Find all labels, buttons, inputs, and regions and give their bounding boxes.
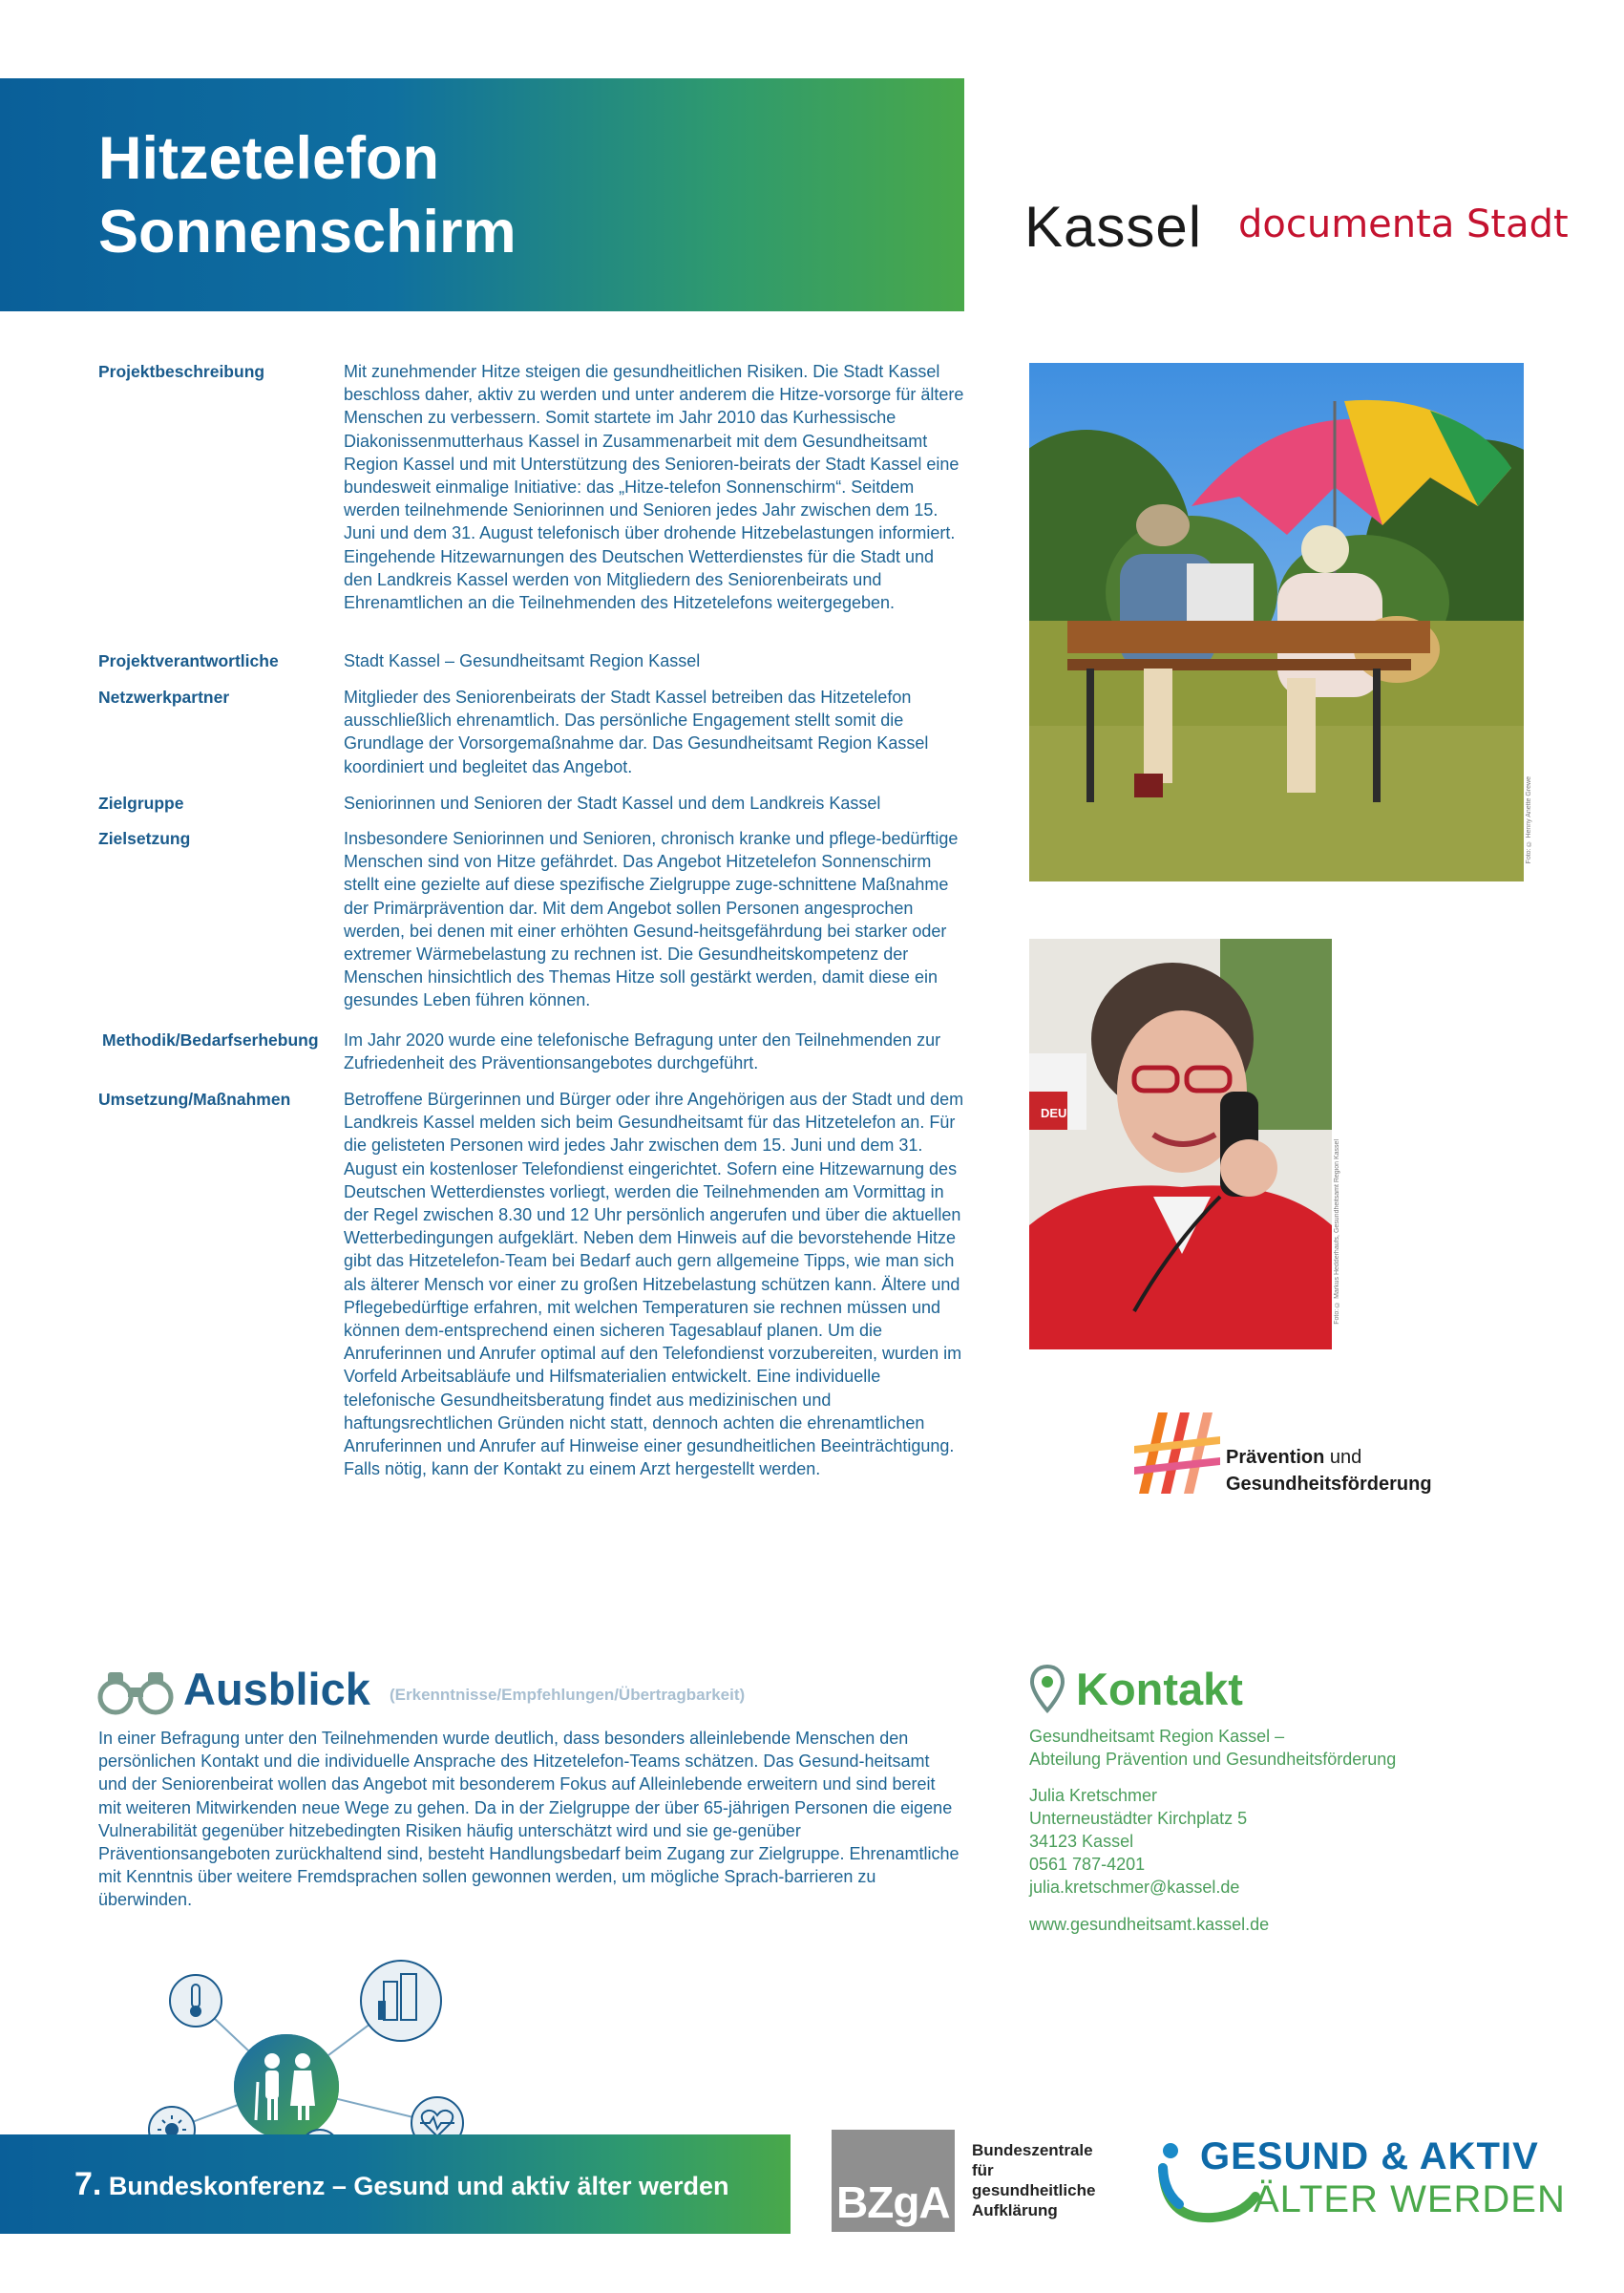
kassel-logo: Kassel [1024, 195, 1203, 259]
text-zielgruppe: Seniorinnen und Senioren der Stadt Kassel und dem Landkreis Kassel [344, 794, 881, 813]
row-zielgruppe [98, 792, 962, 817]
photo-credit-2: Foto: © Markus Hedderhaufs, Gesundheitsamt Region Kassel [1334, 1139, 1340, 1325]
label-projektverantwortliche: Projektverantwortliche [98, 651, 279, 670]
photo-woman-phone [1029, 939, 1332, 1349]
ausblick-text: In einer Befragung unter den Teilnehmenden wurde deutlich, dass besonders alleinlebende Menschen den persönlichen Kontakt und die individuelle Ansprache des Hitzetelefon-Teams schätzen. Das Gesund-heitsamt und der Seniorenbeirat wollen das Angebot mit besonderem Fokus auf Alleinlebende erweitern und sind bereit mit weiteren Mitwirkenden neue Wege zu gehen. Da in der Zielgruppe der über 65-jährigen Personen die eigene Vulnerabilität gegenüber hitzebedingten Risiken häufig unterschätzt wird und sie ge-genüber Präventionsangeboten zurückhaltend sind, besteht Handlungsbedarf beim Zugang zur Zielgruppe. Ehrenamtliche mit Kenntnis über weitere Fremdsprachen sollen gewonnen werden, um mögliche Sprach-barrieren zu überwinden. [98, 1729, 960, 1910]
label-zielgruppe: Zielgruppe [98, 794, 184, 813]
label-projektbeschreibung: Projektbeschreibung [98, 362, 265, 381]
kontakt-name: Julia Kretschmer [1029, 1786, 1158, 1805]
text-projektverantwortliche: Stadt Kassel – Gesundheitsamt Region Kassel [344, 651, 701, 670]
text-projektbeschreibung: Mit zunehmender Hitze steigen die gesundheitlichen Risiken. Die Stadt Kassel beschloss daher, aktiv zu werden und unter anderem die Hitze-vorsorge für ältere Menschen zu verbessern. Somit startete im Jahr 2010 das Kurhessische Diakonissenmutterhaus Kassel in Zusammenarbeit mit dem Gesundheitsamt Region Kassel und mit Unterstützung des Senioren-beirats der Stadt Kassel eine bundesweit einmalige Initiative: das „Hitze-telefon Sonnenschirm“. Seitdem werden teilnehmende Seniorinnen und Senioren jedes Jahr zwischen dem 15. Juni und dem 31. August telefonisch über drohende Hitzebelastungen informiert. Eingehende Hitzewarnungen des Deutschen Wetterdienstes für die Stadt und den Landkreis Kassel werden von Mitgliedern des Seniorenbeirats und Ehrenamtlichen an die Teilnehmenden des Hitzetelefons weitergegeben. [344, 362, 964, 613]
kontakt-web[interactable]: www.gesundheitsamt.kassel.de [1029, 1915, 1270, 1934]
text-umsetzung: Betroffene Bürgerinnen und Bürger oder ihre Angehörigen aus der Stadt und dem Landkreis Kassel melden sich beim Gesundheitsamt für das Hitzetelefon an. Für die gelisteten Personen wird jedes Jahr zwischen dem 15. Juni und dem 31. August ein kostenloser Telefondienst eingerichtet. Sofern eine Hitzewarnung des Deutschen Wetterdienstes vorliegt, werden die Teilnehmenden am Vormittag in der Regel zwischen 8.30 und 12 Uhr persönlich angerufen und über die aktuellen Wetterbedingungen aufgeklärt. Neben dem Hinweis auf die bevorstehende Hitze gibt das Hitzetelefon-Team bei Bedarf auch gern allgemeine Tipps, wie man sich als älterer Mensch vor einer zu großen Hitzebelastung schützen kann. Ältere und Pflegebedürftige erfahren, mit welchen Temperaturen sie rechnen müssen und können dem-entsprechend einen sicheren Tagesablauf planen. Um die Anruferinnen und Anrufer optimal auf den Telefondienst vorzubereiten, wurden im Vorfeld Arbeitsabläufe und Hilfsmaterialien entwickelt. Eine individuelle telefonische Gesundheitsberatung findet aus medizinischen und haftungsrechtlichen Gründen nicht statt, dennoch achten die ehrenamtlichen Anruferinnen und Anrufer auf Hinweise einer gesundheitlichen Beeinträchtigung. Falls nötig, kann der Kontakt zu einem Arzt hergestellt werden. [344, 1090, 964, 1479]
label-umsetzung: Umsetzung/Maßnahmen [98, 1090, 291, 1109]
gesund-aktiv-line2: ÄLTER WERDEN [1254, 2178, 1566, 2220]
kontakt-title: Kontakt [1076, 1664, 1243, 1714]
footer-conference: Bundeskonferenz – Gesund und aktiv älter werden [108, 2172, 729, 2200]
row-netzwerkpartner [98, 686, 962, 781]
footer-conference-title [74, 2166, 729, 2203]
page-title: Hitzetelefon Sonnenschirm [98, 125, 517, 265]
bzga-logo-letters: BZgA [836, 2177, 950, 2227]
location-pin-icon [1029, 1664, 1065, 1715]
label-zielsetzung: Zielsetzung [98, 829, 191, 848]
phone-sign-text: DEU [1041, 1106, 1067, 1120]
elderly-couple-icon [234, 2034, 339, 2139]
footer-number: 7. [74, 2166, 102, 2202]
kontakt-phone: 0561 787-4201 [1029, 1855, 1146, 1874]
photo-couple-bench-umbrella [1029, 363, 1524, 881]
bzga-name: Bundeszentrale für gesundheitliche Aufklärung [972, 2141, 1096, 2219]
kontakt-email[interactable]: julia.kretschmer@kassel.de [1029, 1878, 1240, 1897]
city-icon [361, 1961, 441, 2041]
kontakt-org1: Gesundheitsamt Region Kassel – [1029, 1727, 1285, 1746]
row-umsetzung [98, 1088, 962, 1508]
text-methodik: Im Jahr 2020 wurde eine telefonische Befragung unter den Teilnehmenden zur Zufriedenheit des Präventionsangebotes durchgeführt. [344, 1030, 941, 1073]
documenta-tagline: documenta Stadt [1238, 202, 1569, 246]
text-zielsetzung: Insbesondere Seniorinnen und Senioren, chronisch kranke und pflege-bedürftige Menschen sind von Hitze gefährdet. Das Angebot Hitzetelefon Sonnenschirm stellt eine gezielte auf diese spezifische Zielgruppe zuge-schnittene Maßnahme der Primärprävention dar. Mit dem Angebot sollen Personen angesprochen werden, bei denen mit einer erhöhten Gesund-heitsgefährdung bei starker oder extremer Wärmebelastung zu rechnen ist. Die Gesundheitskompetenz der Menschen hinsichtlich des Themas Hitze soll gestärkt werden, damit diese ein gesundes Leben führen können. [344, 829, 959, 1010]
ausblick-subtitle: (Erkenntnisse/Empfehlungen/Übertragbarkeit) [390, 1686, 746, 1704]
photo-credit-1: Foto: © Henny Anette Grewe [1526, 776, 1532, 864]
row-methodik [98, 1029, 962, 1076]
kontakt-org2: Abteilung Prävention und Gesundheitsförderung [1029, 1750, 1397, 1769]
gesund-aktiv-line1: GESUND & AKTIV [1200, 2135, 1539, 2177]
label-netzwerkpartner: Netzwerkpartner [98, 688, 230, 707]
row-projektbeschreibung [98, 360, 962, 637]
kontakt-street: Unterneustädter Kirchplatz 5 [1029, 1809, 1248, 1828]
kontakt-city: 34123 Kassel [1029, 1832, 1134, 1851]
thermometer-icon [170, 1975, 221, 2027]
praevention-logo-icon [1134, 1408, 1220, 1496]
text-netzwerkpartner: Mitglieder des Seniorenbeirats der Stadt Kassel betreiben das Hitzetelefon ausschließlich ehrenamtlich. Das persönliche Engagement stellt somit die Grundlage der Vorsorgemaßnahme dar. Das Gesundheitsamt Region Kassel koordiniert und begleitet das Angebot. [344, 688, 929, 776]
row-zielsetzung [98, 827, 962, 1018]
row-projektverantwortliche [98, 649, 962, 674]
praevention-label: Prävention und Gesundheitsförderung [1226, 1447, 1432, 1495]
label-methodik: Methodik/Bedarfserhebung [102, 1030, 319, 1050]
binoculars-icon [96, 1668, 175, 1716]
ausblick-title: Ausblick [183, 1664, 370, 1714]
